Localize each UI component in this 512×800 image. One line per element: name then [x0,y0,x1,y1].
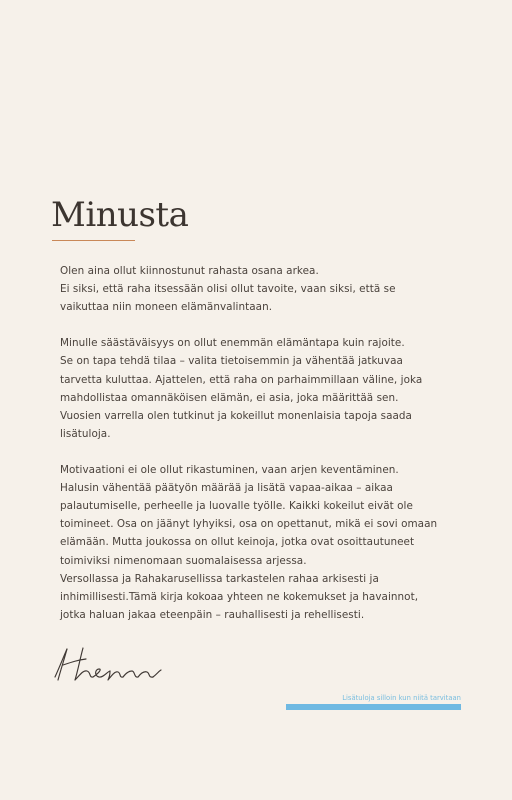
paragraph-3-line-9: jotka haluan jakaa eteenpäin – rauhallisesti ja rehellisesti. [60,608,365,621]
paragraph-2-line-6: lisätuloja. [60,427,111,440]
footer-accent-bar [286,704,461,710]
page-title: Minusta [51,195,189,235]
paragraph-2 [60,334,465,443]
paragraph-1-line-2: Ei siksi, että raha itsessään olisi ollut tavoite, vaan siksi, että se [60,283,396,296]
paragraph-3-line-7: Versollassa ja Rahakarusellissa tarkastelen rahaa arkisesti ja [60,572,379,585]
title-underline [52,240,135,241]
paragraph-2-line-2: Se on tapa tehdä tilaa – valita tietoisemmin ja vähentää jatkuvaa [60,355,403,368]
paragraph-3-line-6: toimiviksi nimenomaan suomalaisessa arjessa. [60,554,307,567]
paragraph-2-line-5: Vuosien varrella olen tutkinut ja kokeillut monenlaisia tapoja saada [60,409,412,422]
paragraph-1-line-3: vaikuttaa niin moneen elämänvalintaan. [60,301,273,314]
paragraph-3-line-1: Motivaationi ei ole ollut rikastuminen, vaan arjen keventäminen. [60,464,399,477]
paragraph-1 [60,262,465,316]
paragraph-2-line-4: mahdollistaa omannäköisen elämän, ei asia, joka määrittää sen. [60,391,399,404]
footer-text: Lisätuloja silloin kun niitä tarvitaan [342,694,461,702]
footer-tagline [286,694,461,718]
paragraph-3-line-3: palautumiselle, perheelle ja luovalle työlle. Kaikki kokeilut eivät ole [60,500,413,513]
paragraph-3 [60,461,465,624]
about-text [60,262,465,624]
signature [52,642,164,684]
paragraph-2-line-3: tarvetta kuluttaa. Ajattelen, että raha on parhaimmillaan väline, joka [60,373,423,386]
paragraph-1-line-1: Olen aina ollut kiinnostunut rahasta osana arkea. [60,265,319,277]
paragraph-3-line-2: Halusin vähentää päätyön määrää ja lisätä vapaa-aikaa – aikaa [60,482,393,495]
paragraph-3-line-8: inhimillisesti.Tämä kirja kokoaa yhteen ne kokemukset ja havainnot, [60,590,419,603]
paragraph-3-line-4: toimineet. Osa on jäänyt lyhyiksi, osa on opettanut, mikä ei sovi omaan [60,518,438,531]
paragraph-2-line-1: Minulle säästäväisyys on ollut enemmän elämäntapa kuin rajoite. [60,337,405,350]
paragraph-3-line-5: elämään. Mutta joukossa on ollut keinoja, jotka ovat osoittautuneet [60,536,415,549]
